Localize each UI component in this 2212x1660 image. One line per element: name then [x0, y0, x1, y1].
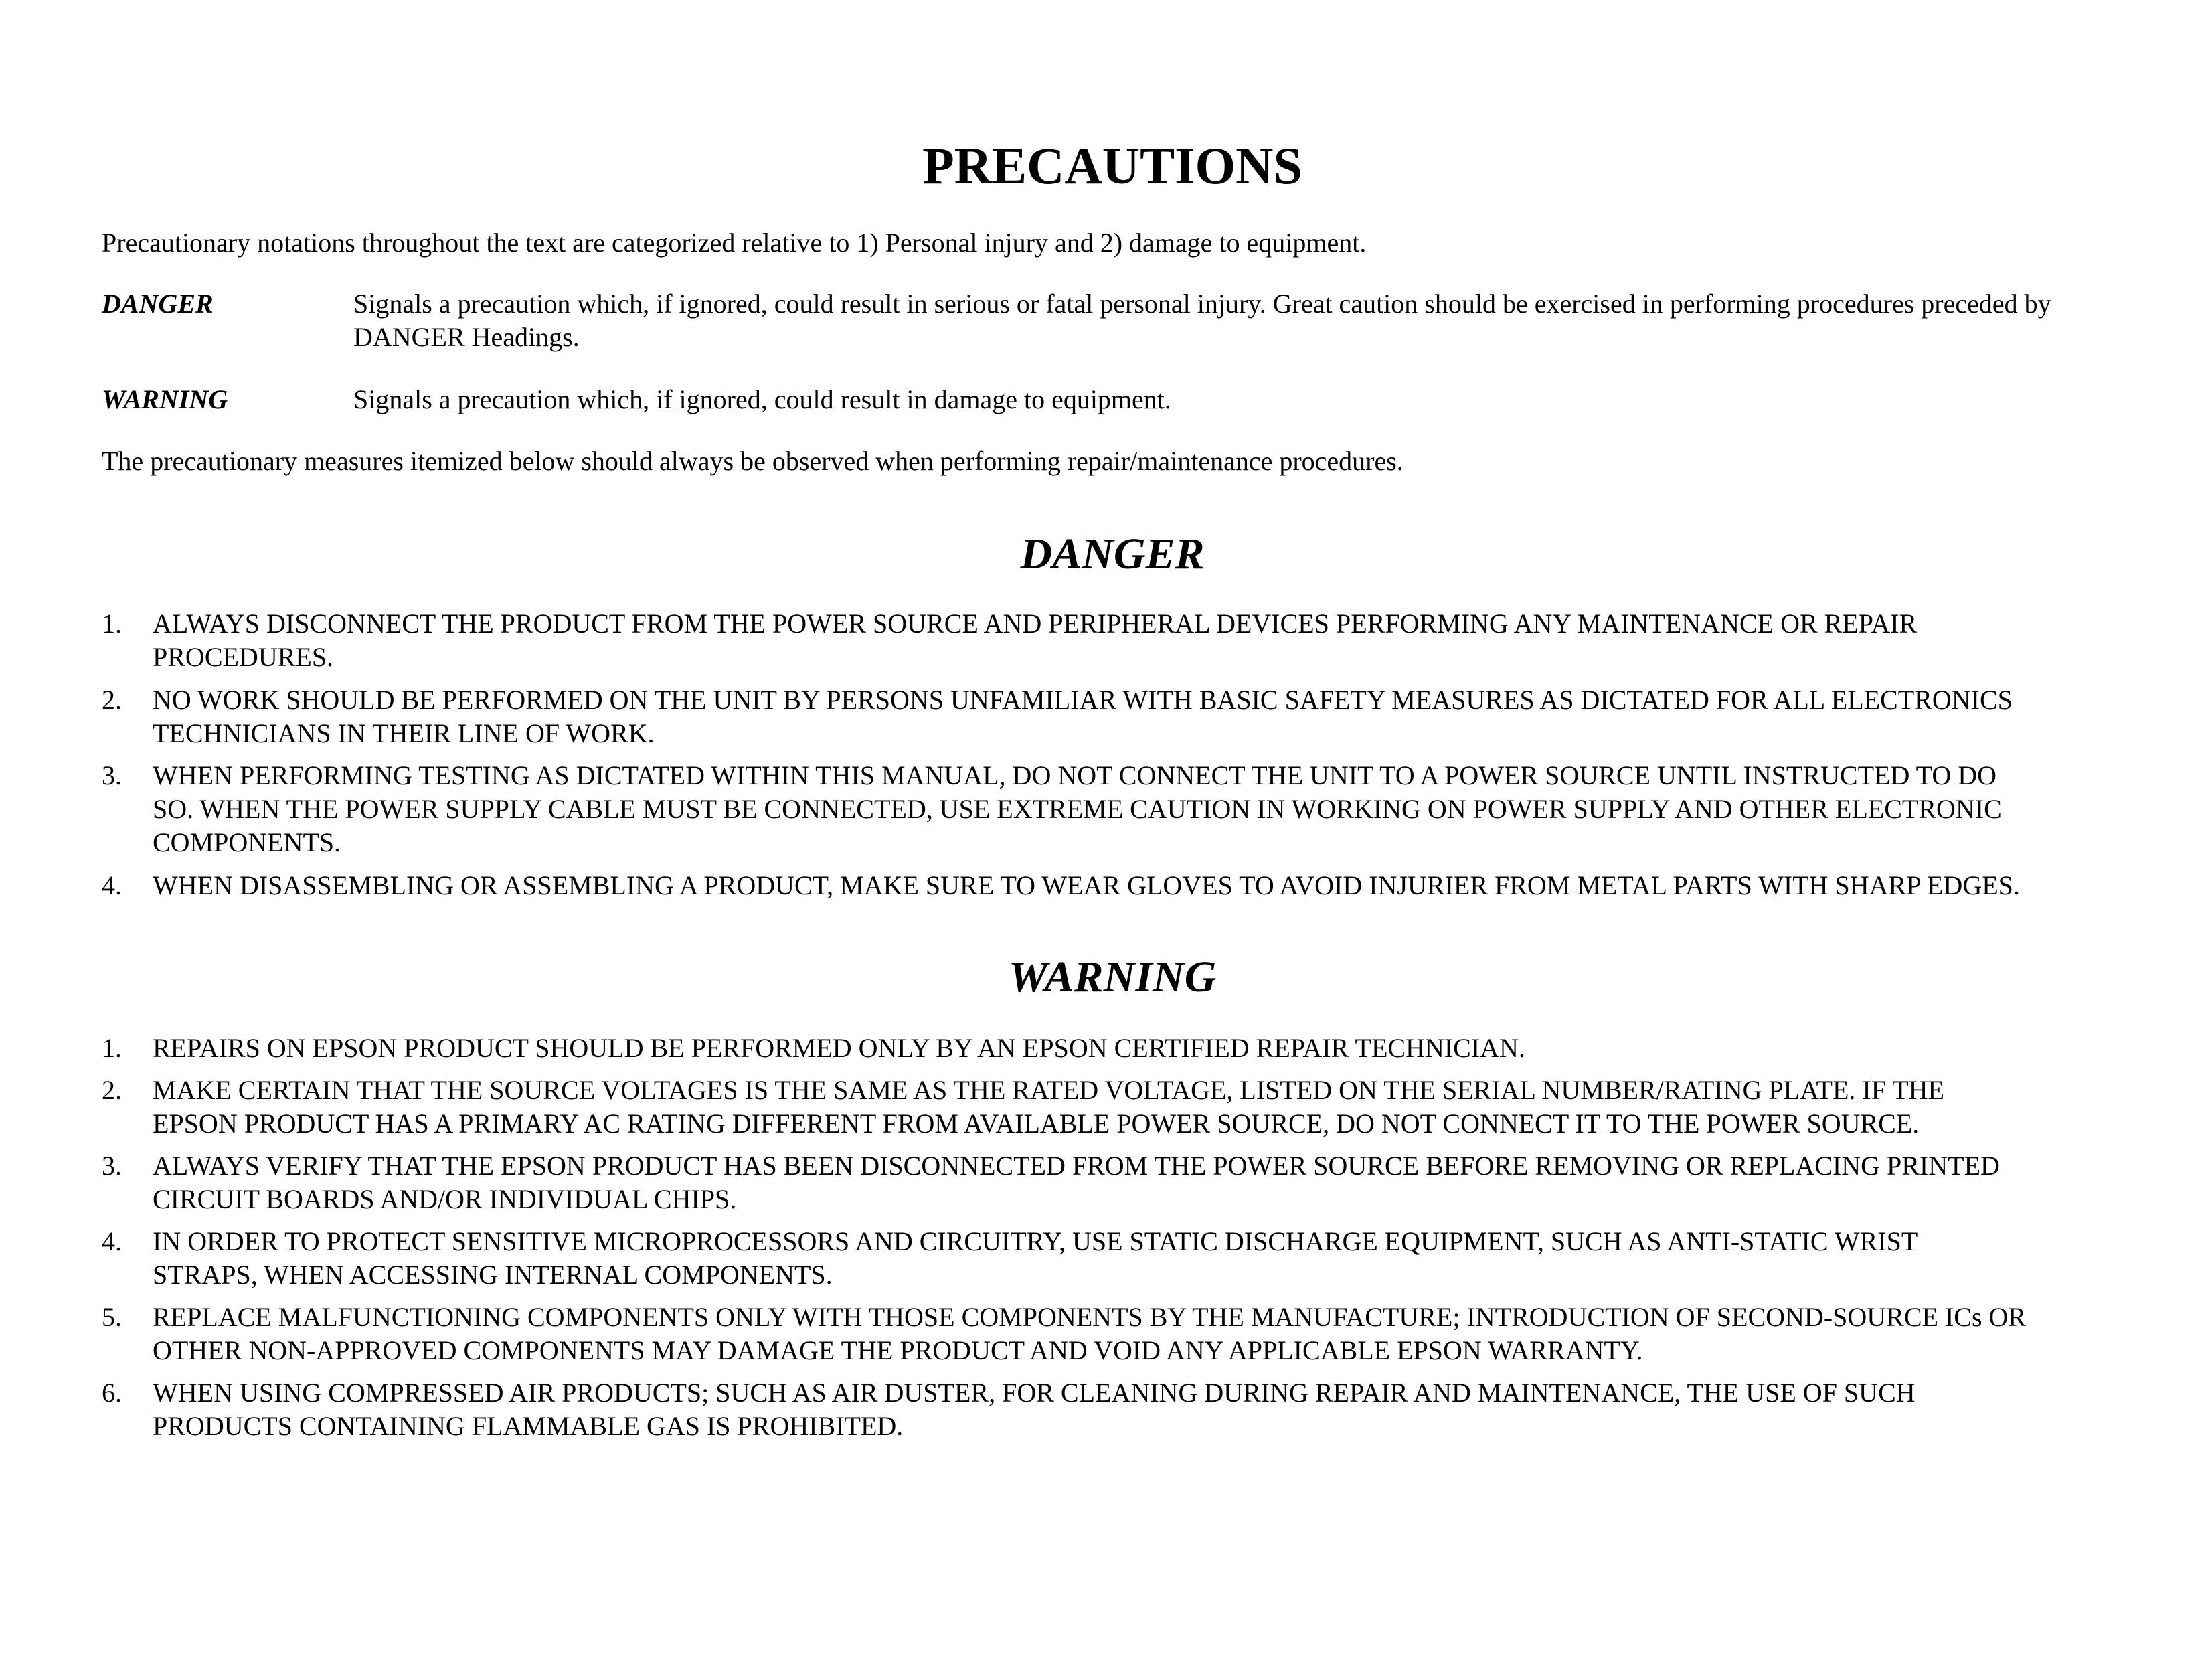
item-line: EPSON PRODUCT HAS A PRIMARY AC RATING DIFFERENT FROM AVAILABLE POWER SOURCE, DO NOT CONNECT IT TO THE POWER SOURCE.: [153, 1108, 1920, 1139]
item-number: 5.: [102, 1302, 122, 1332]
definition-line: Signals a precaution which, if ignored, could result in serious or fatal personal injury. Great caution should be exercised in performing procedures preceded by: [353, 288, 2051, 319]
item-number: 3.: [102, 1151, 122, 1181]
item-number: 3.: [102, 760, 122, 791]
item-text: [153, 1225, 2174, 1292]
item-line: PROCEDURES.: [153, 642, 334, 672]
definition-line: Signals a precaution which, if ignored, could result in damage to equipment.: [353, 384, 1171, 414]
definition-line: DANGER Headings.: [353, 322, 580, 352]
page-title: PRECAUTIONS: [922, 137, 1302, 195]
item-text: [153, 1376, 2174, 1443]
item-number: 2.: [102, 1075, 122, 1105]
item-line: REPLACE MALFUNCTIONING COMPONENTS ONLY WITH THOSE COMPONENTS BY THE MANUFACTURE; INTRODUCTION OF SECOND-SOURCE ICs OR: [153, 1302, 2027, 1332]
danger-heading: DANGER: [1020, 529, 1205, 578]
item-number: 6.: [102, 1378, 122, 1408]
item-line: TECHNICIANS IN THEIR LINE OF WORK.: [153, 718, 655, 748]
definition-term: DANGER: [102, 288, 214, 319]
measures-note: The precautionary measures itemized below should always be observed when performing repair/maintenance procedures.: [102, 446, 1403, 476]
item-number: 1.: [102, 1033, 122, 1063]
item-line: IN ORDER TO PROTECT SENSITIVE MICROPROCESSORS AND CIRCUITRY, USE STATIC DISCHARGE EQUIPMENT, SUCH AS ANTI-STATIC WRIST: [153, 1226, 1918, 1256]
warning-heading: WARNING: [1008, 952, 1217, 1001]
definition-description: [353, 383, 2212, 416]
item-text: [153, 1301, 2174, 1367]
intro-paragraph: Precautionary notations throughout the text are categorized relative to 1) Personal injury and 2) damage to equipment.: [102, 228, 1367, 258]
item-line: CIRCUIT BOARDS AND/OR INDIVIDUAL CHIPS.: [153, 1184, 737, 1214]
item-line: OTHER NON-APPROVED COMPONENTS MAY DAMAGE THE PRODUCT AND VOID ANY APPLICABLE EPSON WARRANTY.: [153, 1335, 1643, 1365]
item-number: 1.: [102, 608, 122, 639]
item-text: [153, 683, 2174, 750]
item-line: STRAPS, WHEN ACCESSING INTERNAL COMPONENTS.: [153, 1260, 833, 1290]
item-line: SO. WHEN THE POWER SUPPLY CABLE MUST BE CONNECTED, USE EXTREME CAUTION IN WORKING ON POWER SUPPLY AND OTHER ELECTRONIC: [153, 794, 2002, 824]
item-line: REPAIRS ON EPSON PRODUCT SHOULD BE PERFORMED ONLY BY AN EPSON CERTIFIED REPAIR TECHNICIAN.: [153, 1033, 1525, 1063]
item-number: 4.: [102, 1226, 122, 1256]
definition-term: WARNING: [102, 384, 228, 414]
item-line: PRODUCTS CONTAINING FLAMMABLE GAS IS PROHIBITED.: [153, 1411, 904, 1441]
item-line: NO WORK SHOULD BE PERFORMED ON THE UNIT BY PERSONS UNFAMILIAR WITH BASIC SAFETY MEASURES AS DICTATED FOR ALL ELECTRONICS: [153, 685, 2013, 715]
item-line: COMPONENTS.: [153, 827, 341, 857]
item-text: [153, 1149, 2174, 1216]
item-line: MAKE CERTAIN THAT THE SOURCE VOLTAGES IS THE SAME AS THE RATED VOLTAGE, LISTED ON THE SERIAL NUMBER/RATING PLATE. IF THE: [153, 1075, 1944, 1105]
item-text: [153, 759, 2174, 859]
item-text: [153, 869, 2174, 902]
definition-description: [353, 287, 2212, 354]
item-text: [153, 1031, 2174, 1065]
item-line: ALWAYS DISCONNECT THE PRODUCT FROM THE POWER SOURCE AND PERIPHERAL DEVICES PERFORMING ANY MAINTENANCE OR REPAIR: [153, 608, 1918, 639]
item-number: 4.: [102, 870, 122, 900]
item-line: ALWAYS VERIFY THAT THE EPSON PRODUCT HAS BEEN DISCONNECTED FROM THE POWER SOURCE BEFORE REMOVING OR REPLACING PRINTED: [153, 1151, 2000, 1181]
item-text: [153, 1074, 2174, 1141]
item-line: WHEN DISASSEMBLING OR ASSEMBLING A PRODUCT, MAKE SURE TO WEAR GLOVES TO AVOID INJURIER FROM METAL PARTS WITH SHARP EDGES.: [153, 870, 2020, 900]
item-text: [153, 607, 2174, 674]
item-line: WHEN PERFORMING TESTING AS DICTATED WITHIN THIS MANUAL, DO NOT CONNECT THE UNIT TO A POWER SOURCE UNTIL INSTRUCTED TO DO: [153, 760, 1996, 791]
item-number: 2.: [102, 685, 122, 715]
item-line: WHEN USING COMPRESSED AIR PRODUCTS; SUCH AS AIR DUSTER, FOR CLEANING DURING REPAIR AND MAINTENANCE, THE USE OF SUCH: [153, 1378, 1916, 1408]
